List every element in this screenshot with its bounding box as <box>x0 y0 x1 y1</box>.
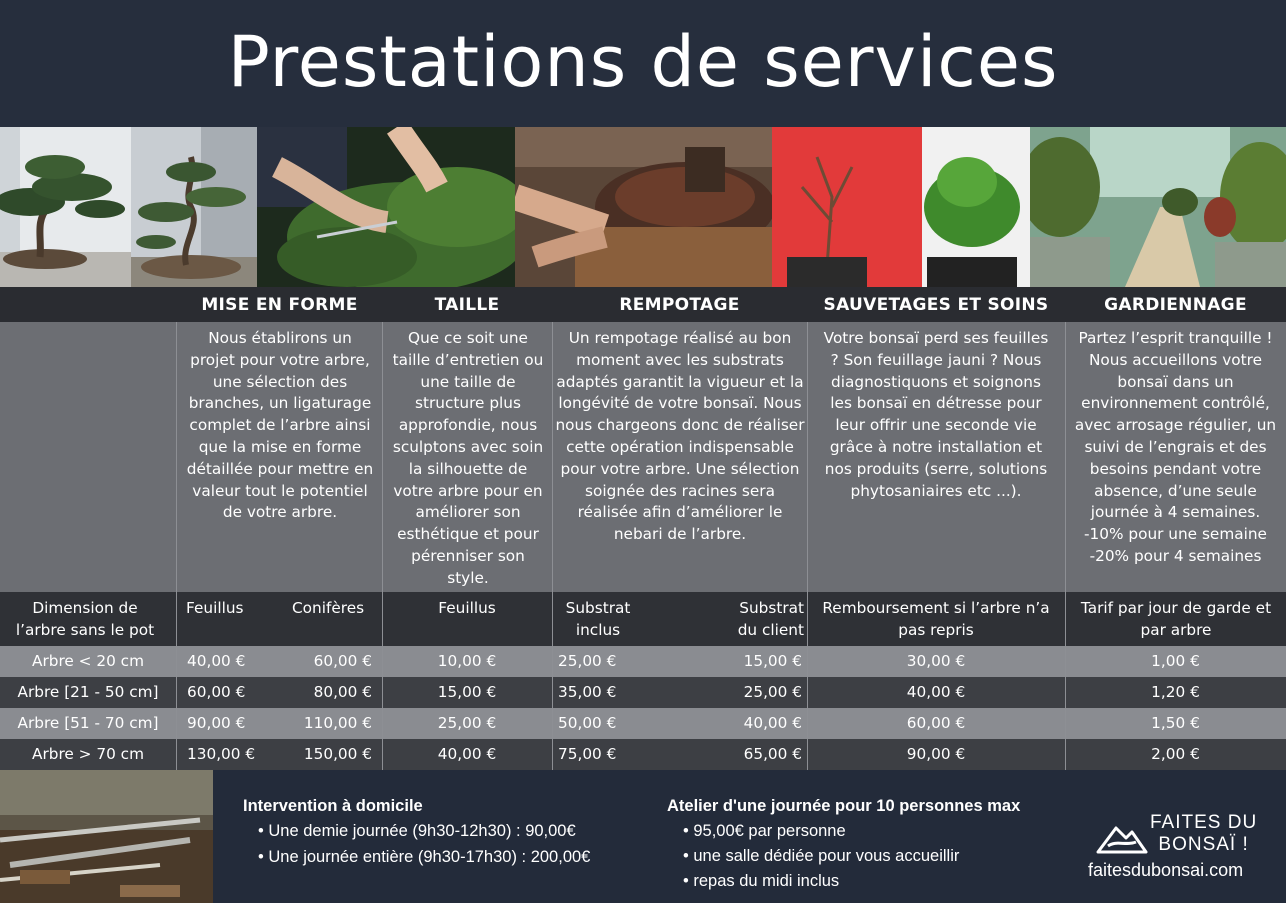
domicile-title: Intervention à domicile <box>243 797 423 815</box>
column-divider <box>382 322 383 770</box>
th-substrat-inclus: Substrat inclus <box>565 599 631 639</box>
heading-taille: TAILLE <box>434 294 500 315</box>
price-sauvetage: 60,00 € <box>906 714 966 732</box>
service-headings-row <box>0 287 1286 322</box>
atelier-item: • une salle dédiée pour vous accueillir <box>683 847 960 865</box>
th-taille-feuillus: Feuillus <box>438 599 496 617</box>
atelier-item: • 95,00€ par personne <box>683 822 846 840</box>
brand-name <box>1150 812 1257 856</box>
price-mef-feuillus: 130,00 € <box>187 745 256 763</box>
price-rempotage-client: 40,00 € <box>743 714 802 732</box>
price-gardiennage: 1,00 € <box>1151 652 1200 670</box>
price-sauvetage: 40,00 € <box>906 683 966 701</box>
price-mef-feuillus: 40,00 € <box>187 652 246 670</box>
discount-4weeks: -20% pour 4 semaines <box>1089 546 1262 565</box>
th-dimension: Dimension de l’arbre sans le pot <box>15 599 155 639</box>
price-rempotage-client: 65,00 € <box>743 745 802 763</box>
brand-logo-icon <box>1096 816 1148 856</box>
heading-rempotage: REMPOTAGE <box>619 294 740 315</box>
th-substrat-client: Substrat du client <box>737 599 804 639</box>
brand-website-link[interactable]: faitesdubonsai.com <box>1088 860 1244 880</box>
price-mef-coniferes: 110,00 € <box>303 714 372 732</box>
heading-sauvetages: SAUVETAGES ET SOINS <box>823 294 1049 315</box>
description-taille: Que ce soit une taille d’entretien ou une taille de structure plus approfondie, nous sculptons avec soin la silhouette de votre arbre pour en améliorer son esthétique et pour pérenniser son style. <box>392 329 544 587</box>
descriptions-band <box>0 322 1286 592</box>
th-mef-feuillus: Feuillus <box>186 599 244 617</box>
th-remboursement: Remboursement si l’arbre n’a pas repris <box>822 599 1050 639</box>
price-taille: 10,00 € <box>437 652 497 670</box>
description-gardiennage <box>1069 328 1282 568</box>
price-rempotage-inclus: 25,00 € <box>558 652 617 670</box>
column-divider <box>552 322 553 770</box>
description-mise-en-forme: Nous établirons un projet pour votre arbre, une sélection des branches, un ligaturage complet de l’arbre ainsi que la mise en forme détaillée pour mettre en valeur tout le potentiel de votre arbre. <box>186 329 374 522</box>
table-row <box>0 677 1286 708</box>
row-label: Arbre > 70 cm <box>31 745 144 763</box>
price-gardiennage: 2,00 € <box>1151 745 1200 763</box>
price-taille: 25,00 € <box>437 714 497 732</box>
photo-pine-bonsai <box>0 127 131 287</box>
photo-pine-bonsai-2 <box>131 127 257 287</box>
table-row <box>0 646 1286 677</box>
description-sauvetages: Votre bonsaï perd ses feuilles ? Son feuillage jauni ? Nous diagnostiquons et soignons les bonsaï en détresse pour leur offrir une seconde vie grâce à notre installation et nos produits (serre, solutions phytosaniaires etc ...). <box>823 329 1049 500</box>
price-mef-feuillus: 60,00 € <box>187 683 246 701</box>
price-gardiennage: 1,50 € <box>1151 714 1200 732</box>
price-rempotage-client: 25,00 € <box>743 683 802 701</box>
column-divider <box>176 322 177 770</box>
price-mef-coniferes: 60,00 € <box>313 652 372 670</box>
price-taille: 15,00 € <box>437 683 497 701</box>
photo-pruning-hands <box>257 127 515 287</box>
brand-line-1: FAITES DU <box>1150 812 1258 833</box>
price-sauvetage: 90,00 € <box>906 745 966 763</box>
brand-line-2: BONSAÏ ! <box>1158 834 1249 855</box>
price-rempotage-inclus: 50,00 € <box>558 714 617 732</box>
price-gardiennage: 1,20 € <box>1151 683 1200 701</box>
discount-week: -10% pour une semaine <box>1084 525 1267 544</box>
description-rempotage: Un rempotage réalisé au bon moment avec les substrats adaptés garantit la vigueur et la longévité de votre bonsaï. Nous nous chargeons donc de réaliser cette opération indispensable pour votre arbre. Une sélection soignée des racines sera réalisée afin d’améliorer le nebari de l’arbre. <box>555 329 805 544</box>
th-tarif-jour: Tarif par jour de garde et par arbre <box>1080 599 1272 639</box>
table-row <box>0 739 1286 770</box>
price-rempotage-client: 15,00 € <box>743 652 802 670</box>
row-label: Arbre < 20 cm <box>31 652 144 670</box>
heading-gardiennage: GARDIENNAGE <box>1104 294 1247 315</box>
price-mef-coniferes: 80,00 € <box>313 683 372 701</box>
price-mef-feuillus: 90,00 € <box>187 714 246 732</box>
domicile-item: • Une journée entière (9h30-17h30) : 200,00€ <box>258 848 591 866</box>
photo-rescue-care <box>772 127 1030 287</box>
column-divider <box>1065 322 1066 770</box>
price-sauvetage: 30,00 € <box>906 652 966 670</box>
atelier-title: Atelier d'une journée pour 10 personnes max <box>667 797 1021 815</box>
description-gardiennage-text: Partez l’esprit tranquille ! Nous accueillons votre bonsaï dans un environnement contrôlé, avec arrosage régulier, un suivi de l’engrais et des besoins pendant votre absence, d’une seule journée à 4 semaines. <box>1074 329 1277 522</box>
price-rempotage-inclus: 35,00 € <box>558 683 617 701</box>
heading-mise-en-forme: MISE EN FORME <box>201 294 358 315</box>
price-rempotage-inclus: 75,00 € <box>558 745 617 763</box>
photo-tools <box>0 770 213 903</box>
column-divider <box>807 322 808 770</box>
row-label: Arbre [21 - 50 cm] <box>17 683 159 701</box>
page-title: Prestations de services <box>227 20 1059 103</box>
domicile-item: • Une demie journée (9h30-12h30) : 90,00€ <box>258 822 576 840</box>
table-row <box>0 708 1286 739</box>
th-mef-coniferes: Conifères <box>292 599 365 617</box>
price-taille: 40,00 € <box>437 745 497 763</box>
photo-greenhouse <box>1030 127 1286 287</box>
row-label: Arbre [51 - 70 cm] <box>17 714 159 732</box>
photo-repotting <box>515 127 772 287</box>
page-header <box>0 0 1286 127</box>
price-mef-coniferes: 150,00 € <box>303 745 372 763</box>
atelier-item: • repas du midi inclus <box>683 872 840 890</box>
price-table-header <box>0 592 1286 646</box>
